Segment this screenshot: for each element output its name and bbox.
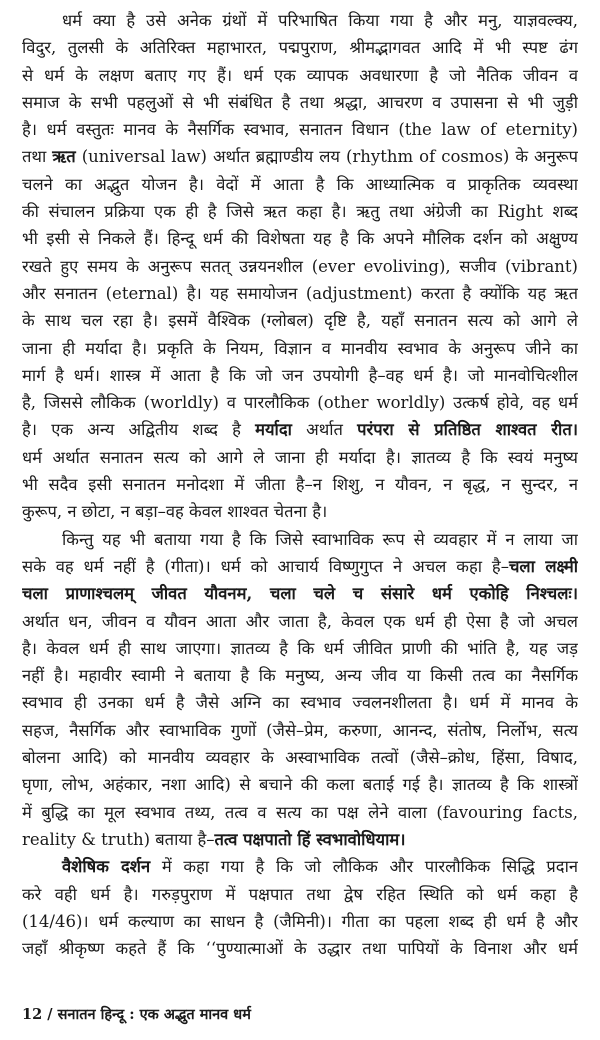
text-segment: की संचालन प्रक्रिया एक ही है जिसे ऋत कहा है। ऋतु तथा अंग्रेजी का Right शब्द: [22, 202, 578, 222]
text-line: [22, 198, 578, 225]
text-line: [22, 935, 578, 962]
text-segment: विदुर, तुलसी के अतिरिक्त महाभारत, पद्मपुराण, श्रीमद्भागवत आदि में भी स्पष्ट ढंग: [22, 38, 578, 58]
text-segment: जहाँ श्रीकृष्ण कहते हैं कि ‘‘पुण्यात्माओं के उद्धार तथा पापियों के विनाश और धर्म: [22, 939, 578, 959]
body-text: [22, 7, 578, 962]
text-segment: और सनातन (eternal) है। यह समायोजन (adjustment) करता है क्योंकि यह ऋत: [22, 283, 578, 303]
text-line: [22, 799, 578, 826]
text-line: [22, 881, 578, 908]
page-number: 12: [22, 1006, 43, 1023]
text-segment: सहज, नैसर्गिक और स्वाभाविक गुणों (जैसे–प्रेम, करुणा, आनन्द, संतोष, निर्लोभ, सत्य: [22, 720, 578, 740]
text-segment: नहीं है। महावीर स्वामी ने बताया है कि मनुष्य, अन्य जीव या किसी तत्व का नैसर्गिक: [22, 666, 578, 686]
text-line: [22, 744, 578, 771]
text-line: [22, 498, 578, 525]
text-segment: है। केवल धर्म ही साथ जाएगा। ज्ञातव्य है कि धर्म जीवित प्राणी की भांति है, यह जड़: [22, 638, 578, 658]
text-segment: समाज के सभी पहलुओं से भी संबंधित है तथा श्रद्धा, आचरण व उपासना से भी जुड़ी: [22, 92, 578, 112]
text-segment: चलने का अद्भुत योजन है। वेदों में आता है कि आध्यात्मिक व प्राकृतिक व्यवस्था: [22, 174, 578, 194]
text-line: [22, 608, 578, 635]
text-segment: के साथ चल रहा है। इसमें वैश्विक (ग्लोबल) दृष्टि है, यहाँ सनातन सत्य को आगे ले: [22, 311, 578, 331]
text-line: [22, 171, 578, 198]
text-segment: मार्ग है धर्म। शास्त्र में आता है कि जो जन उपयोगी है–वह धर्म है। जो मानवोचित्शील: [22, 365, 578, 385]
text-segment: तथा: [22, 147, 53, 167]
text-segment: किन्तु यह भी बताया गया है कि जिसे स्वाभाविक रूप से व्यवहार में न लाया जा: [62, 529, 578, 549]
text-line: [22, 89, 578, 116]
text-line: [22, 853, 578, 880]
text-line: [22, 225, 578, 252]
text-segment: है। धर्म वस्तुतः मानव के नैसर्गिक स्वभाव, सनातन विधान (the law of eternity): [22, 120, 578, 140]
text-line: [22, 416, 578, 443]
text-segment: है। एक अन्य अद्वितीय शब्द है: [22, 420, 256, 440]
text-line: [22, 826, 578, 853]
footer-separator: /: [47, 1006, 53, 1023]
bold-text: वैशेषिक दर्शन: [62, 857, 151, 877]
text-line: [22, 771, 578, 798]
bold-text: चला लक्ष्मी: [508, 556, 578, 576]
text-segment: में बुद्धि का मूल स्वभाव तथ्य, तत्व व सत्य का पक्ष लेने वाला (favouring facts,: [22, 802, 578, 822]
text-line: [22, 389, 578, 416]
text-line: [22, 689, 578, 716]
text-line: [22, 335, 578, 362]
text-segment: (14/46)। धर्म कल्याण का साधन है (जैमिनी)। गीता का पहला शब्द ही धर्म है और: [22, 911, 578, 931]
bold-text: परंपरा से प्रतिष्ठित शाश्वत रीत।: [357, 420, 578, 440]
text-line: [22, 553, 578, 580]
text-segment: बोलना आदि) को मानवीय व्यवहार के अस्वाभाविक तत्वों (जैसे–क्रोध, हिंसा, विषाद,: [22, 748, 578, 768]
text-segment: कुरूप, न छोटा, न बड़ा–वह केवल शाश्वत चेतना है।: [22, 502, 328, 522]
bold-text: तत्व पक्षपातो हिं स्वभावोधियाम।: [214, 829, 406, 849]
bold-text: मर्यादा: [255, 420, 292, 440]
text-line: [22, 471, 578, 498]
text-line: [22, 34, 578, 61]
bold-text: चला प्राणाश्चलम् जीवत यौवनम, चला चले च संसारे धर्म एकोहि निश्चलः।: [22, 584, 578, 604]
text-line: [22, 280, 578, 307]
text-segment: करे वही धर्म है। गरुड़पुराण में पक्षपात तथा द्वेष रहित स्थिति को धर्म कहा है: [22, 884, 578, 904]
text-segment: अर्थात धन, जीवन व यौवन आता और जाता है, केवल एक धर्म ही ऐसा है जो अचल: [22, 611, 578, 631]
text-segment: धर्म अर्थात सनातन सत्य को आगे ले जाना ही मर्यादा है। ज्ञातव्य है कि स्वयं मनुष्य: [22, 447, 578, 467]
page-footer: [22, 1004, 251, 1026]
text-segment: भी सदैव इसी सनातन मनोदशा में जीता है–न शिशु, न यौवन, न बृद्ध, न सुन्दर, न: [22, 475, 578, 495]
text-line: [22, 307, 578, 334]
text-segment: (universal law) अर्थात ब्रह्माण्डीय लय (rhythm of cosmos) के अनुरूप: [75, 147, 578, 167]
text-segment: से धर्म के लक्षण बताए गए हैं। धर्म एक व्यापक अवधारणा है जो नैतिक जीवन व: [22, 65, 578, 85]
text-segment: स्वभाव ही उनका धर्म है जैसे अग्नि का स्वभाव ज्वलनशीलता है। धर्म में मानव के: [22, 693, 578, 713]
text-segment: जाना ही मर्यादा है। प्रकृति के नियम, विज्ञान व मानवीय स्वभाव के अनुरूप जीने का: [22, 338, 578, 358]
text-line: [22, 143, 578, 170]
text-segment: reality & truth) बताया है–: [22, 829, 215, 849]
text-line: [22, 662, 578, 689]
text-segment: भी इसी से निकले हैं। हिन्दू धर्म की विशेषता यह है कि अपने मौलिक दर्शन को अक्षुण्य: [22, 229, 578, 249]
text-line: [22, 635, 578, 662]
text-segment: अर्थात: [291, 420, 358, 440]
text-line: [22, 362, 578, 389]
text-segment: रखते हुए समय के अनुरूप सतत् उन्नयनशील (ever evoliving), सजीव (vibrant): [22, 256, 578, 276]
text-line: [22, 717, 578, 744]
text-segment: है, जिससे लौकिक (worldly) व पारलौकिक (other worldly) उत्कर्ष होवे, वह धर्म: [22, 393, 578, 413]
book-title: सनातन हिन्दू : एक अद्भुत मानव धर्म: [57, 1006, 251, 1023]
text-line: [22, 116, 578, 143]
text-line: [22, 526, 578, 553]
text-line: [22, 253, 578, 280]
text-segment: धर्म क्या है उसे अनेक ग्रंथों में परिभाषित किया गया है और मनु, याज्ञवल्क्य,: [62, 11, 578, 30]
text-line: [22, 908, 578, 935]
text-line: [22, 444, 578, 471]
text-line: [22, 7, 578, 34]
bold-text: ऋत: [52, 147, 76, 167]
text-line: [22, 62, 578, 89]
text-segment: सके वह धर्म नहीं है (गीता)। धर्म को आचार्य विष्णुगुप्त ने अचल कहा है–: [22, 556, 509, 576]
text-segment: में कहा गया है कि जो लौकिक और पारलौकिक सिद्धि प्रदान: [150, 857, 578, 877]
text-line: [22, 580, 578, 607]
text-segment: घृणा, लोभ, अहंकार, नशा आदि) से बचाने की कला बताई गई है। ज्ञातव्य है कि शास्त्रों: [22, 775, 578, 795]
